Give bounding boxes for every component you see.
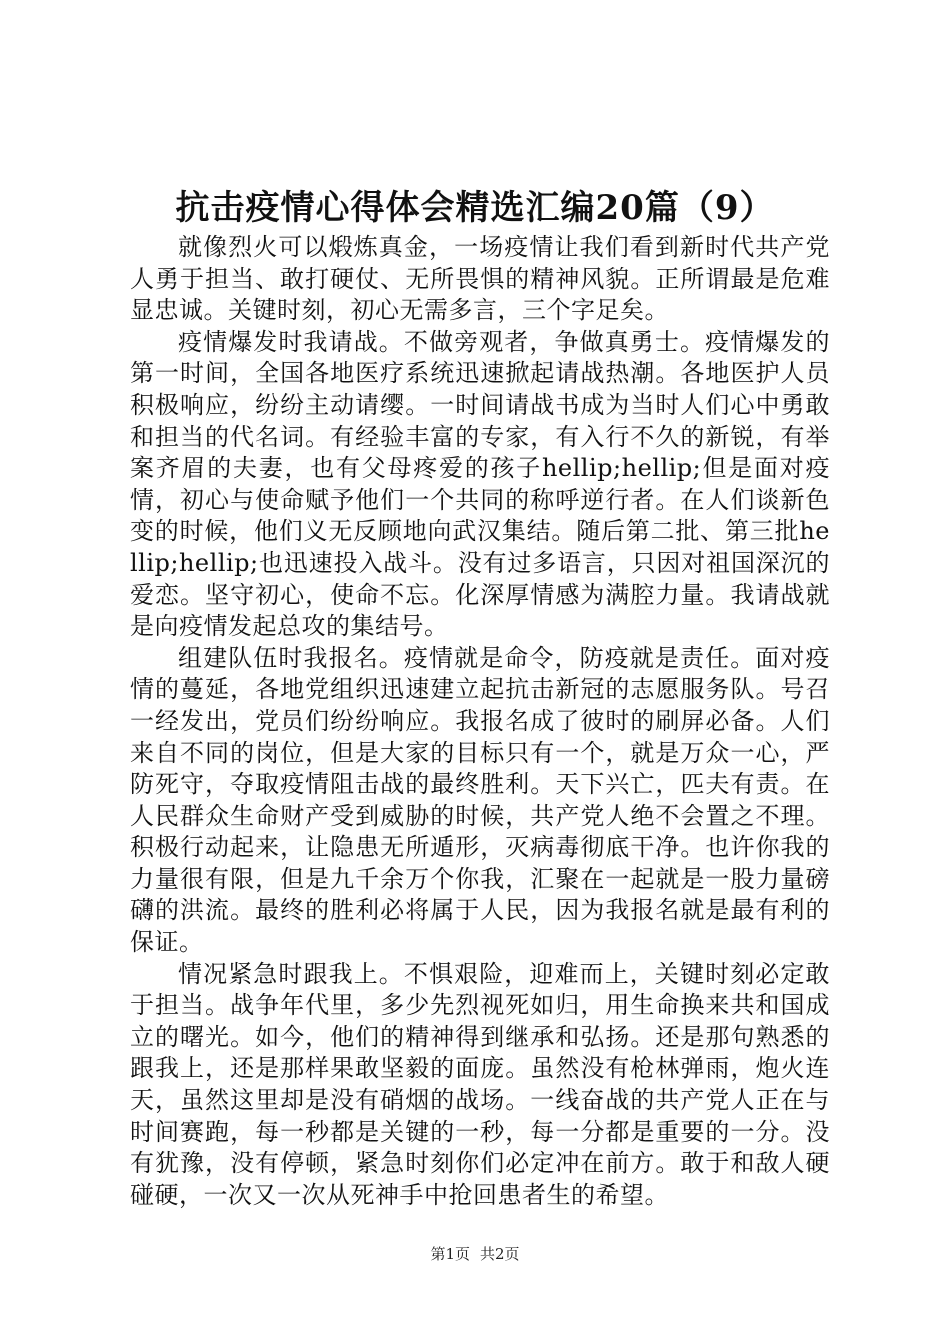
paragraph-follow-me: 情况紧急时跟我上。不惧艰险，迎难而上，关键时刻必定敢于担当。战争年代里，多少先烈视死如归，用生命换来共和国成立的曙光。如今，他们的精神得到继承和弘扬。还是那句熟悉的跟我上，还是那样果敢坚毅的面庞。虽然没有枪林弹雨，炮火连天，虽然这里却是没有硝烟的战场。一线奋战的共产党人正在与时间赛跑，每一秒都是关键的一秒，每一分都是重要的一分。没有犹豫，没有停顿，紧急时刻你们必定冲在前方。敢于和敌人硬碰硬，一次又一次从死神手中抢回患者生的希望。 [130, 959, 830, 1209]
page-count: 共2页 [480, 1245, 520, 1263]
paragraph-request-to-fight: 疫情爆发时我请战。不做旁观者，争做真勇士。疫情爆发的第一时间，全国各地医疗系统迅速掀起请战热潮。各地医护人员积极响应，纷纷主动请缨。一时间请战书成为当时人们心中勇敢和担当的代名词。有经验丰富的专家，有入行不久的新锐，有举案齐眉的夫妻，也有父母疼爱的孩子hellip;hellip;但是面对疫情，初心与使命赋予他们一个共同的称呼逆行者。在人们谈新色变的时候，他们义无反顾地向武汉集结。随后第二批、第三批hellip;hellip;也迅速投入战斗。没有过多语言，只因对祖国深沉的爱恋。坚守初心，使命不忘。化深厚情感为满腔力量。我请战就是向疫情发起总攻的集结号。 [130, 327, 830, 641]
paragraph-intro: 就像烈火可以煅炼真金，一场疫情让我们看到新时代共产党人勇于担当、敢打硬仗、无所畏惧的精神风貌。正所谓最是危难显忠诚。关键时刻，初心无需多言，三个字足矣。 [130, 233, 830, 325]
page-number: 第1页 [430, 1245, 470, 1263]
document-title: 抗击疫情心得体会精选汇编20篇（9） [175, 188, 775, 228]
page-footer [0, 1244, 950, 1264]
paragraph-sign-up: 组建队伍时我报名。疫情就是命令，防疫就是责任。面对疫情的蔓延，各地党组织迅速建立起抗击新冠的志愿服务队。号召一经发出，党员们纷纷响应。我报名成了彼时的刷屏必备。人们来自不同的岗位，但是大家的目标只有一个，就是万众一心，严防死守，夺取疫情阻击战的最终胜利。天下兴亡，匹夫有责。在人民群众生命财产受到威胁的时候，共产党人绝不会置之不理。积极行动起来，让隐患无所遁形，灭病毒彻底干净。也许你我的力量很有限，但是九千余万个你我，汇聚在一起就是一股力量磅礴的洪流。最终的胜利必将属于人民，因为我报名就是最有利的保证。 [130, 643, 830, 957]
document-body [130, 232, 830, 1211]
